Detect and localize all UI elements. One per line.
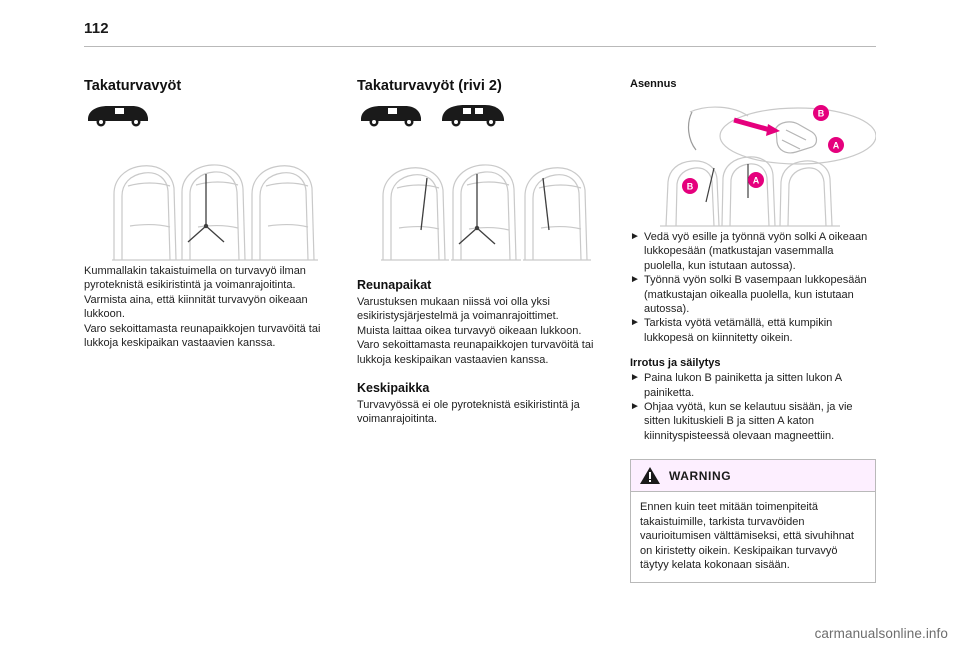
warning-header xyxy=(631,460,875,492)
install-step-1-text: Vedä vyö esille ja työnnä vyön solki A oikeaan lukkopesään (matkustajan vasemmalla puolella, kun istutaan autossa). xyxy=(644,231,868,272)
removal-step-1 xyxy=(630,371,876,400)
removal-step-2-text: Ohjaa vyötä, kun se kelautuu sisään, ja vie sitten lukituskieli B ja sitten A katon kiinnityspisteessä olevaan magneettiin. xyxy=(644,401,853,442)
install-step-1 xyxy=(630,230,876,273)
install-step-2 xyxy=(630,273,876,316)
subsection-title-reunapaikat: Reunapaikat xyxy=(357,278,432,292)
warning-text: Ennen kuin teet mitään toimenpiteitä takaistuimille, tarkista turvavöiden vaurioitumisen välttämiseksi, että sivuhihnat on kiristetty oikein. Keskipaikan turvavyö täytyy kelata kokonaan sisään. xyxy=(640,501,854,571)
install-step-3 xyxy=(630,316,876,345)
vehicle-icons-left xyxy=(84,102,329,128)
arrow-icon: ► xyxy=(630,231,640,242)
rear-bench-seat-belts-illustration xyxy=(357,134,602,264)
install-step-2-text: Työnnä vyön solki B vasempaan lukkopesään (matkustajan oikealla puolella, kun istutaan autossa). xyxy=(644,274,867,316)
minivan-side-icon xyxy=(439,102,507,128)
warning-box xyxy=(630,459,876,583)
rear-seat-belts-illustration xyxy=(84,134,329,264)
warning-label: WARNING xyxy=(669,468,732,483)
middle-s1-paragraph-1: Varustuksen mukaan niissä voi olla yksi esikiristysjärjestelmä ja voimanrajoittimet. xyxy=(357,296,559,323)
warning-triangle-icon xyxy=(639,466,661,485)
section-title-middle: Takaturvavyöt (rivi 2) xyxy=(357,78,502,94)
column-right xyxy=(630,78,876,583)
svg-text:B: B xyxy=(817,108,825,119)
van-side-icon xyxy=(84,102,152,128)
arrow-icon: ► xyxy=(630,274,640,286)
header-divider xyxy=(84,46,876,47)
left-paragraph-3: Varo sekoittamasta reunapaikkojen turvavöitä tai lukkoja keskipaikan vastaavien kanssa. xyxy=(84,322,321,350)
middle-s1-paragraph-3: Varo sekoittamasta reunapaikkojen turvavöitä tai lukkoja keskipaikan vastaavien kanssa. xyxy=(357,339,594,366)
arrow-icon: ► xyxy=(630,317,640,329)
van-side-icon xyxy=(357,102,425,128)
column-left xyxy=(84,78,329,583)
section-title-left: Takaturvavyöt xyxy=(84,78,182,94)
footer-brand: carmanualsonline.info xyxy=(814,626,948,641)
section-title-right: Asennus xyxy=(630,78,677,90)
left-paragraph-2: Varmista aina, että kiinnität turvavyön oikeaan lukkoon. xyxy=(84,293,308,321)
svg-text:A: A xyxy=(752,175,760,186)
page-columns xyxy=(84,78,876,583)
subsection-title-irrotus: Irrotus ja säilytys xyxy=(630,357,721,370)
middle-s2-paragraph-1: Turvavyössä ei ole pyroteknistä esikiristintä ja voimanrajoitinta. xyxy=(357,399,580,426)
subsection-title-keskipaikka: Keskipaikka xyxy=(357,381,430,396)
arrow-icon: ► xyxy=(630,372,640,384)
column-middle xyxy=(357,78,602,583)
removal-step-2 xyxy=(630,400,876,443)
page-number: 112 xyxy=(84,20,109,37)
arrow-icon: ► xyxy=(630,401,640,413)
middle-s1-paragraph-2: Muista laittaa oikea turvavyö oikeaan lukkoon. xyxy=(357,324,582,337)
vehicle-icons-middle xyxy=(357,102,602,128)
svg-text:A: A xyxy=(832,140,840,151)
svg-text:B: B xyxy=(686,181,694,192)
removal-step-1-text: Paina lukon B painiketta ja sitten lukon A painiketta. xyxy=(644,372,842,399)
install-step-3-text: Tarkista vyötä vetämällä, että kumpikin lukkopesä on kiinnitetty oikein. xyxy=(644,317,833,344)
left-paragraph-1: Kummallakin takaistuimella on turvavyö ilman pyroteknistä esikiristintä ja voimanrajoitinta. xyxy=(84,265,306,292)
belt-buckle-detail-illustration xyxy=(630,94,875,230)
